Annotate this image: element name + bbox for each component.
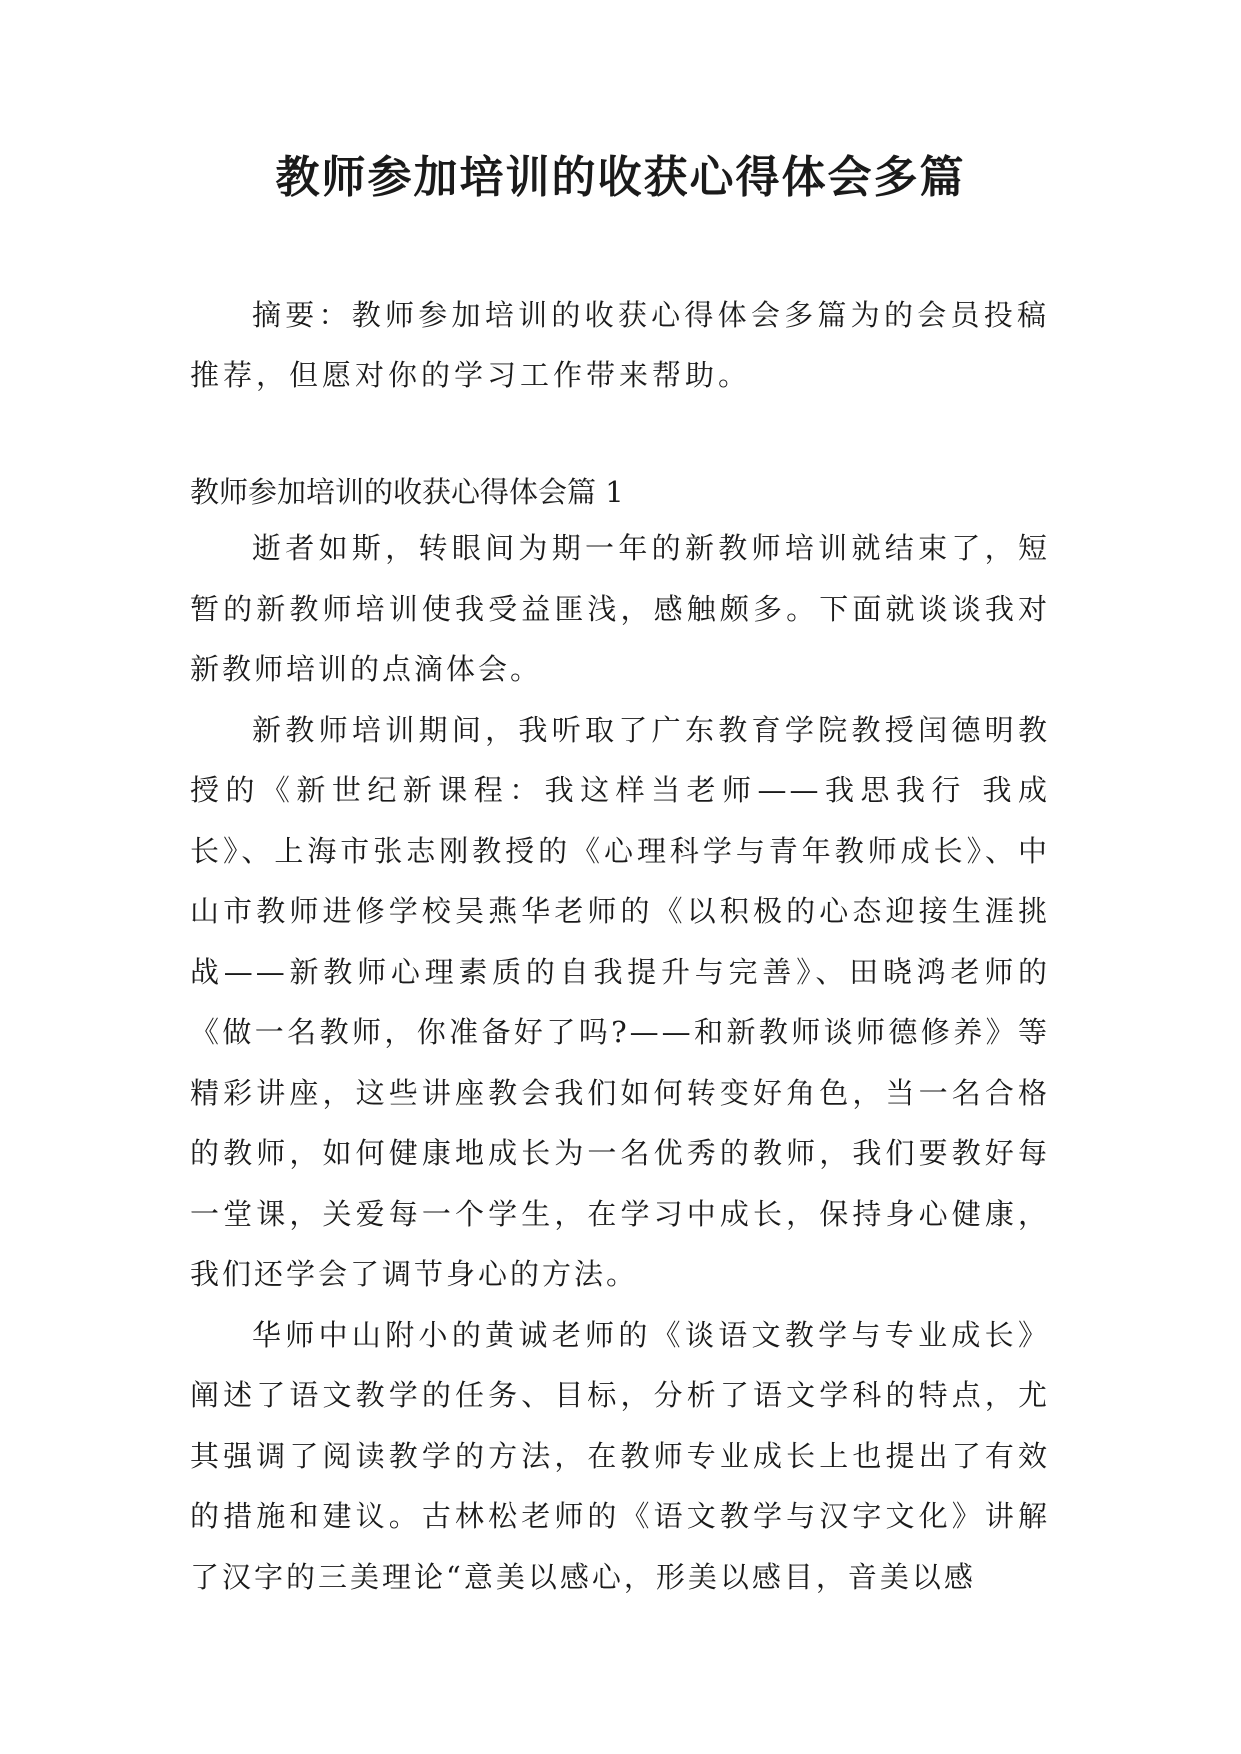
section-heading: 教师参加培训的收获心得体会篇 1 <box>190 475 624 509</box>
abstract-paragraph: 摘要：教师参加培训的收获心得体会多篇为的会员投稿推荐，但愿对你的学习工作带来帮助。 <box>190 298 1050 392</box>
document-body <box>190 518 1050 1607</box>
body-paragraph: 新教师培训期间，我听取了广东教育学院教授闰德明教授的《新世纪新课程：我这样当老师——我思我行 我成长》、上海市张志刚教授的《心理科学与青年教师成长》、中山市教师进修学校吴燕华老师的《以积极的心态迎接生涯挑战——新教师心理素质的自我提升与完善》、田晓鸿老师的《做一名教师，你准备好了吗?——和新教师谈师德修养》等精彩讲座，这些讲座教会我们如何转变好角色，当一名合格的教师，如何健康地成长为一名优秀的教师，我们要教好每一堂课，关爱每一个学生，在学习中成长，保持身心健康，我们还学会了调节身心的方法。 <box>190 712 1050 1291</box>
body-paragraph: 华师中山附小的黄诚老师的《谈语文教学与专业成长》阐述了语文教学的任务、目标，分析了语文学科的特点，尤其强调了阅读教学的方法，在教师专业成长上也提出了有效的措施和建议。古林松老师的《语文教学与汉字文化》讲解了汉字的三美理论“意美以感心，形美以感目，音美以感 <box>190 1317 1050 1594</box>
document-title: 教师参加培训的收获心得体会多篇 <box>275 152 966 203</box>
body-paragraph: 逝者如斯，转眼间为期一年的新教师培训就结束了，短暂的新教师培训使我受益匪浅，感触颇多。下面就谈谈我对新教师培训的点滴体会。 <box>190 531 1050 686</box>
